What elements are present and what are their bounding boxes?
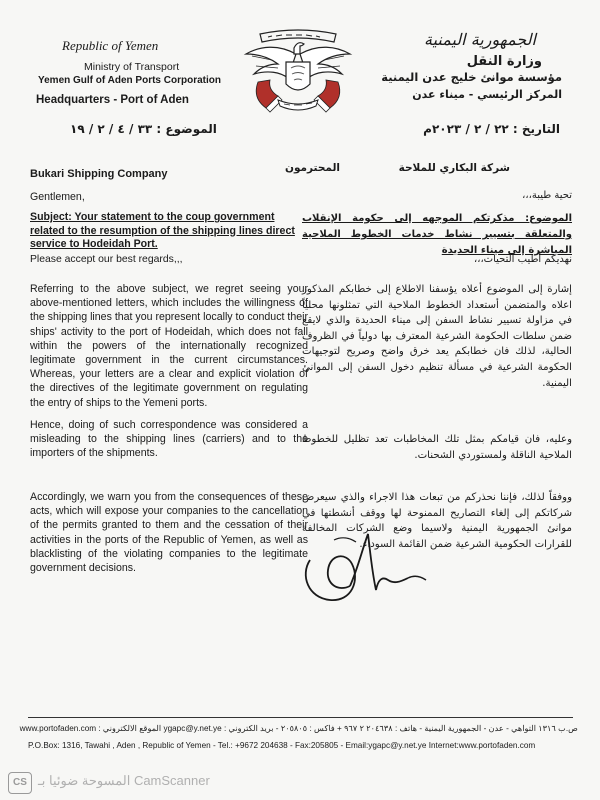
body-paragraph-2-en: Hence, doing of such correspondence was considered a misleading to the shipping lines (carriers) and to the importers of the shipments. xyxy=(30,419,308,460)
salutation-ar: تحية طيبة،،، xyxy=(522,190,572,201)
yemen-eagle-emblem-icon xyxy=(238,24,358,120)
header-corporation-en: Yemen Gulf of Aden Ports Corporation xyxy=(38,75,221,86)
camscanner-logo-icon: CS xyxy=(8,772,32,794)
subject-line-en: Subject: Your statement to the coup government related to the resumption of the shipping lines direct service to Hodeidah Port. xyxy=(30,211,295,250)
body-paragraph-1-ar: إشارة إلى الموضوع أعلاه يؤسفنا الاطلاع إلى خطابكم المذكور اعلاه والمتضمن أستعداد الخطوط الملاحية التي تمثلونها محلياً في مزاولة تسيير نشاط السفن إلى ميناء الحديدة والذي لايقع ضمن سلطات الحكومة الشرعية المعترف بها دولياً في الظروف الحالية، لذلك فان خطابكم يعد خرق واضح وصريح لتوجيهات الحكومة الشرعية في مسألة تنظيم دخول السفن إلى الموانئ اليمنية. xyxy=(302,284,572,389)
recipient-company-ar: شركة البكاري للملاحة xyxy=(398,162,510,174)
body-paragraph-2-ar: وعليه، فان قيامكم بمثل تلك المخاطبات تعد تظليل للخطوط الملاحية الناقلة ولمستوردي الشحنات. xyxy=(302,434,572,461)
regards-line-ar: نهديكم أطيب التحيات،،، xyxy=(474,254,572,265)
header-office-ar: المركز الرئيسي - ميناء عدن xyxy=(412,88,562,101)
footer-contact-en: P.O.Box: 1316, Tawahi , Aden , Republic of Yemen - Tel.: +9672 204638 - Fax:205805 - Email:ygapc@y.net.ye Internet:www.portofaden.com xyxy=(28,741,536,750)
header-country-en: Republic of Yemen xyxy=(62,38,159,53)
salutation-en: Gentlemen, xyxy=(30,191,85,203)
footer-contact-ar: ص.ب ١٣١٦ التواهي - عدن - الجمهورية اليمنية - هاتف : ٢٠٤٦٣٨ ٢ ٩٦٧ + فاكس : ٢٠٥٨٠٥ - بريد الكتروني : ygapc@y.net.ye الموقع الالكتروني : www.portofaden.com xyxy=(19,724,578,733)
camscanner-watermark-text: المسوحة ضوئيا بـ CamScanner xyxy=(38,773,210,788)
regards-line-en: Please accept our best regards,,, xyxy=(30,254,183,265)
header-office-en: Headquarters - Port of Aden xyxy=(36,94,189,106)
handwritten-signature xyxy=(290,520,440,610)
subject-line-ar: الموضوع: مذكرتكم الموجهه إلى حكومة الإنقلاب والمتعلقة بتسيير نشاط خدمات الخطوط الملاحية المباشرة إلى ميناء الحديدة xyxy=(302,213,572,256)
header-corporation-ar: مؤسسة موانئ خليج عدن اليمنية xyxy=(381,70,562,84)
body-paragraph-3-en: Accordingly, we warn you from the consequences of these acts, which will expose your companies to the cancellation of the permits granted to them and the cessation of their activities in the ports of the Republic of Yemen, as well as blacklisting of the violating companies to the legitimate government decisions. xyxy=(30,491,308,575)
letter-date: التاريخ : ٢٢ / ٢ / ٢٠٢٣م xyxy=(423,122,560,136)
header-country-ar: الجمهورية اليمنية xyxy=(423,30,536,49)
body-paragraph-1-en: Referring to the above subject, we regret seeing your above-mentioned letters, which includes the willingness of the shipping lines that you represent locally to conduct their ships' activity to the port of Hodeidah, which does not fall within the powers of the internationally recognized legitimate government in the current circumstances. Whereas, your letters are a clear and explicit violation of the directives of the legitimate government on regulating the entry of ships to the Yemeni ports. xyxy=(30,283,308,409)
body-paragraph-3-ar: ووفقاً لذلك، فإننا نحذركم من تبعات هذا الاجراء والذي سيعرض شركاتكم إلى إلغاء التصاريح الممنوحة لها ووقف أنشطتها في موانئ الجمهورية اليمنية ولاسيما وضع الشركات المخالفة للقرارات الحكومية الشرعية ضمن القائمة السوداء. xyxy=(302,492,572,550)
header-ministry-en: Ministry of Transport xyxy=(84,61,180,73)
recipient-company-en: Bukari Shipping Company xyxy=(30,168,168,180)
header-ministry-ar: وزارة النقل xyxy=(466,54,542,69)
reference-number: الموضوع : ٣٣ / ٤ / ٢ / ١٩ xyxy=(70,122,217,136)
honorific-ar: المحترمون xyxy=(284,162,340,174)
footer-divider xyxy=(28,717,573,718)
